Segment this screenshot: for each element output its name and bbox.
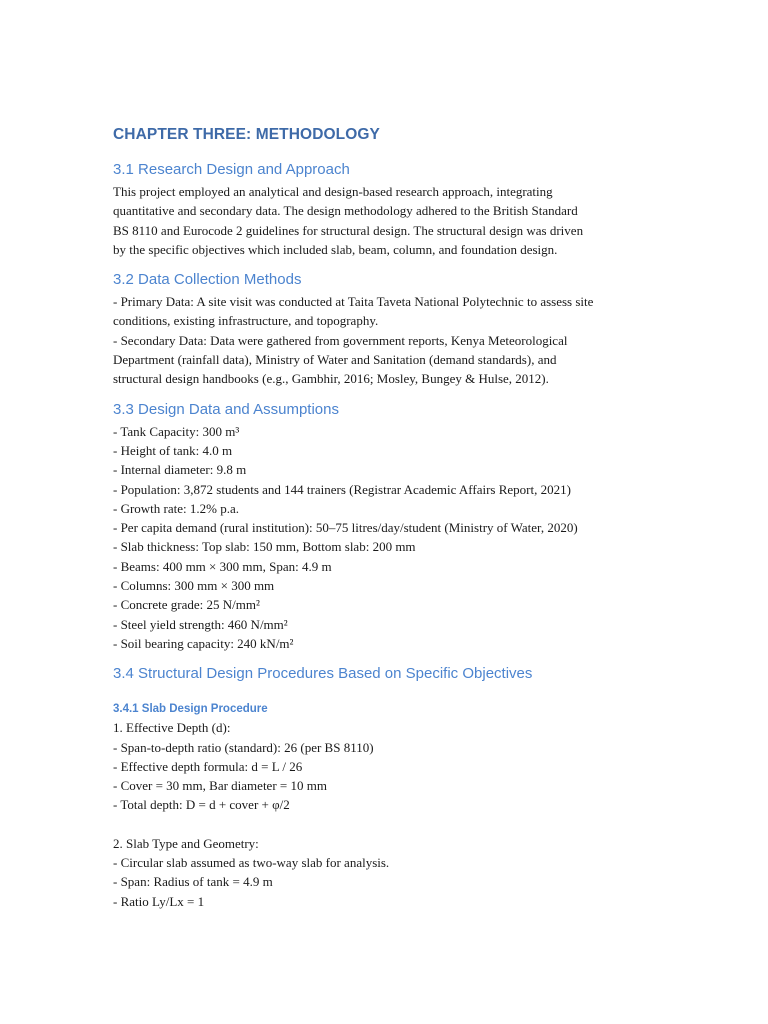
chapter-title: CHAPTER THREE: METHODOLOGY	[113, 126, 380, 143]
section-heading-3-1: 3.1 Research Design and Approach	[113, 161, 350, 178]
paragraph-line: BS 8110 and Eurocode 2 guidelines for structural design. The structural design was driven	[113, 222, 584, 238]
list-item: - Internal diameter: 9.8 m	[113, 462, 247, 478]
section-heading-3-3: 3.3 Design Data and Assumptions	[113, 400, 339, 418]
document-content	[113, 126, 673, 911]
subsection-heading-3-4-1: 3.4.1 Slab Design Procedure	[113, 703, 268, 716]
list-item: - Per capita demand (rural institution): 50–75 litres/day/student (Ministry of Water, 2020)	[113, 520, 578, 536]
list-item: 2. Slab Type and Geometry:	[113, 835, 259, 851]
list-item: - Cover = 30 mm, Bar diameter = 10 mm	[113, 778, 327, 794]
list-item: - Span-to-depth ratio (standard): 26 (per BS 8110)	[113, 739, 374, 755]
paragraph-line: structural design handbooks (e.g., Gambhir, 2016; Mosley, Bungey & Hulse, 2012).	[113, 371, 549, 387]
list-item: 1. Effective Depth (d):	[113, 720, 231, 736]
section-heading-3-2: 3.2 Data Collection Methods	[113, 271, 302, 289]
list-item: - Beams: 400 mm × 300 mm, Span: 4.9 m	[113, 558, 332, 574]
list-item: - Population: 3,872 students and 144 trainers (Registrar Academic Affairs Report, 2021)	[113, 481, 571, 497]
list-item: - Total depth: D = d + cover + φ/2	[113, 797, 290, 813]
list-item: - Span: Radius of tank = 4.9 m	[113, 874, 273, 890]
list-item: - Soil bearing capacity: 240 kN/m²	[113, 635, 294, 651]
list-item: - Height of tank: 4.0 m	[113, 442, 233, 458]
list-item: - Effective depth formula: d = L / 26	[113, 758, 303, 774]
paragraph-line: - Primary Data: A site visit was conducted at Taita Taveta National Polytechnic to assess site	[113, 294, 594, 310]
paragraph-line: - Secondary Data: Data were gathered from government reports, Kenya Meteorological	[113, 332, 568, 348]
paragraph-line: This project employed an analytical and design-based research approach, integrating	[113, 184, 553, 199]
list-item: - Tank Capacity: 300 m³	[113, 423, 240, 439]
list-item: - Concrete grade: 25 N/mm²	[113, 597, 260, 613]
list-item: - Slab thickness: Top slab: 150 mm, Bottom slab: 200 mm	[113, 539, 416, 555]
list-item: - Ratio Ly/Lx = 1	[113, 893, 205, 909]
paragraph-line: conditions, existing infrastructure, and topography.	[113, 313, 379, 329]
list-item: - Columns: 300 mm × 300 mm	[113, 578, 275, 594]
paragraph-line: quantitative and secondary data. The design methodology adhered to the British Standard	[113, 203, 578, 219]
list-item: - Growth rate: 1.2% p.a.	[113, 500, 239, 516]
paragraph-line: Department (rainfall data), Ministry of Water and Sanitation (demand standards), and	[113, 352, 557, 368]
paragraph-line: by the specific objectives which included slab, beam, column, and foundation design.	[113, 241, 558, 257]
list-item: - Circular slab assumed as two-way slab for analysis.	[113, 855, 390, 871]
list-item: - Steel yield strength: 460 N/mm²	[113, 616, 288, 632]
section-heading-3-4: 3.4 Structural Design Procedures Based on Specific Objectives	[113, 665, 533, 683]
